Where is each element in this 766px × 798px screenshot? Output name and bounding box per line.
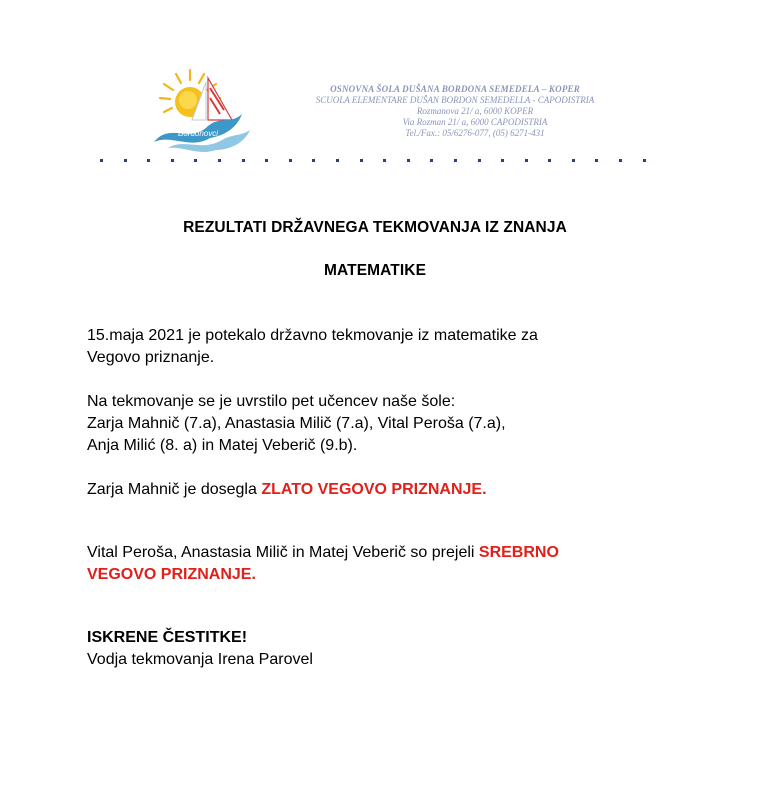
letterhead-divider xyxy=(100,159,646,163)
participants-line-3: Anja Milić (8. a) in Matej Veberič (9.b). xyxy=(87,437,358,454)
logo-text: Bordonovci xyxy=(178,129,219,138)
gold-award-prefix: Zarja Mahnič je dosegla xyxy=(87,481,262,498)
silver-award-label-part-1: SREBRNO xyxy=(478,544,559,561)
gold-award-label: ZLATO VEGOVO PRIZNANJE. xyxy=(261,481,487,498)
closing-paragraph xyxy=(87,627,687,671)
participants-line-2: Zarja Mahnič (7.a), Anastasia Milič (7.a), Vital Peroša (7.a), xyxy=(87,415,506,432)
school-name-sl: OSNOVNA ŠOLA DUŠANA BORDONA SEMEDELA – KOPER xyxy=(330,84,580,94)
school-name-it: SCUOLA ELEMENTARE DUŠAN BORDON SEMEDELLA - CAPODISTRIA xyxy=(315,95,595,105)
congratulations: ISKRENE ČESTITKE! xyxy=(87,629,248,646)
intro-paragraph xyxy=(87,325,687,369)
school-logo xyxy=(150,64,254,154)
document-title-line-1: REZULTATI DRŽAVNEGA TEKMOVANJA IZ ZNANJA xyxy=(183,219,567,236)
document-title-line-2: MATEMATIKE xyxy=(323,262,427,279)
participants-line-1: Na tekmovanje se je uvrstilo pet učencev naše šole: xyxy=(87,393,456,410)
silver-award-paragraph xyxy=(87,542,687,586)
intro-line-1: 15.maja 2021 je potekalo državno tekmovanje iz matematike za xyxy=(87,327,538,344)
silver-award-label-part-2: VEGOVO PRIZNANJE. xyxy=(87,566,256,583)
letterhead xyxy=(0,0,766,170)
gold-award-paragraph xyxy=(87,479,687,501)
school-info xyxy=(290,84,620,139)
silver-award-prefix: Vital Peroša, Anastasia Milič in Matej Veberič so prejeli xyxy=(87,544,479,561)
signature: Vodja tekmovanja Irena Parovel xyxy=(87,651,313,668)
address-it: Via Rozman 21/ a, 6000 CAPODISTRIA xyxy=(402,117,548,127)
phone: Tel./Fax.: 05/6276-077, (05) 6271-431 xyxy=(405,128,545,138)
intro-line-2: Vegovo priznanje. xyxy=(87,349,215,366)
participants-paragraph xyxy=(87,391,687,457)
address-sl: Rozmanova 21/ a, 6000 KOPER xyxy=(416,106,534,116)
